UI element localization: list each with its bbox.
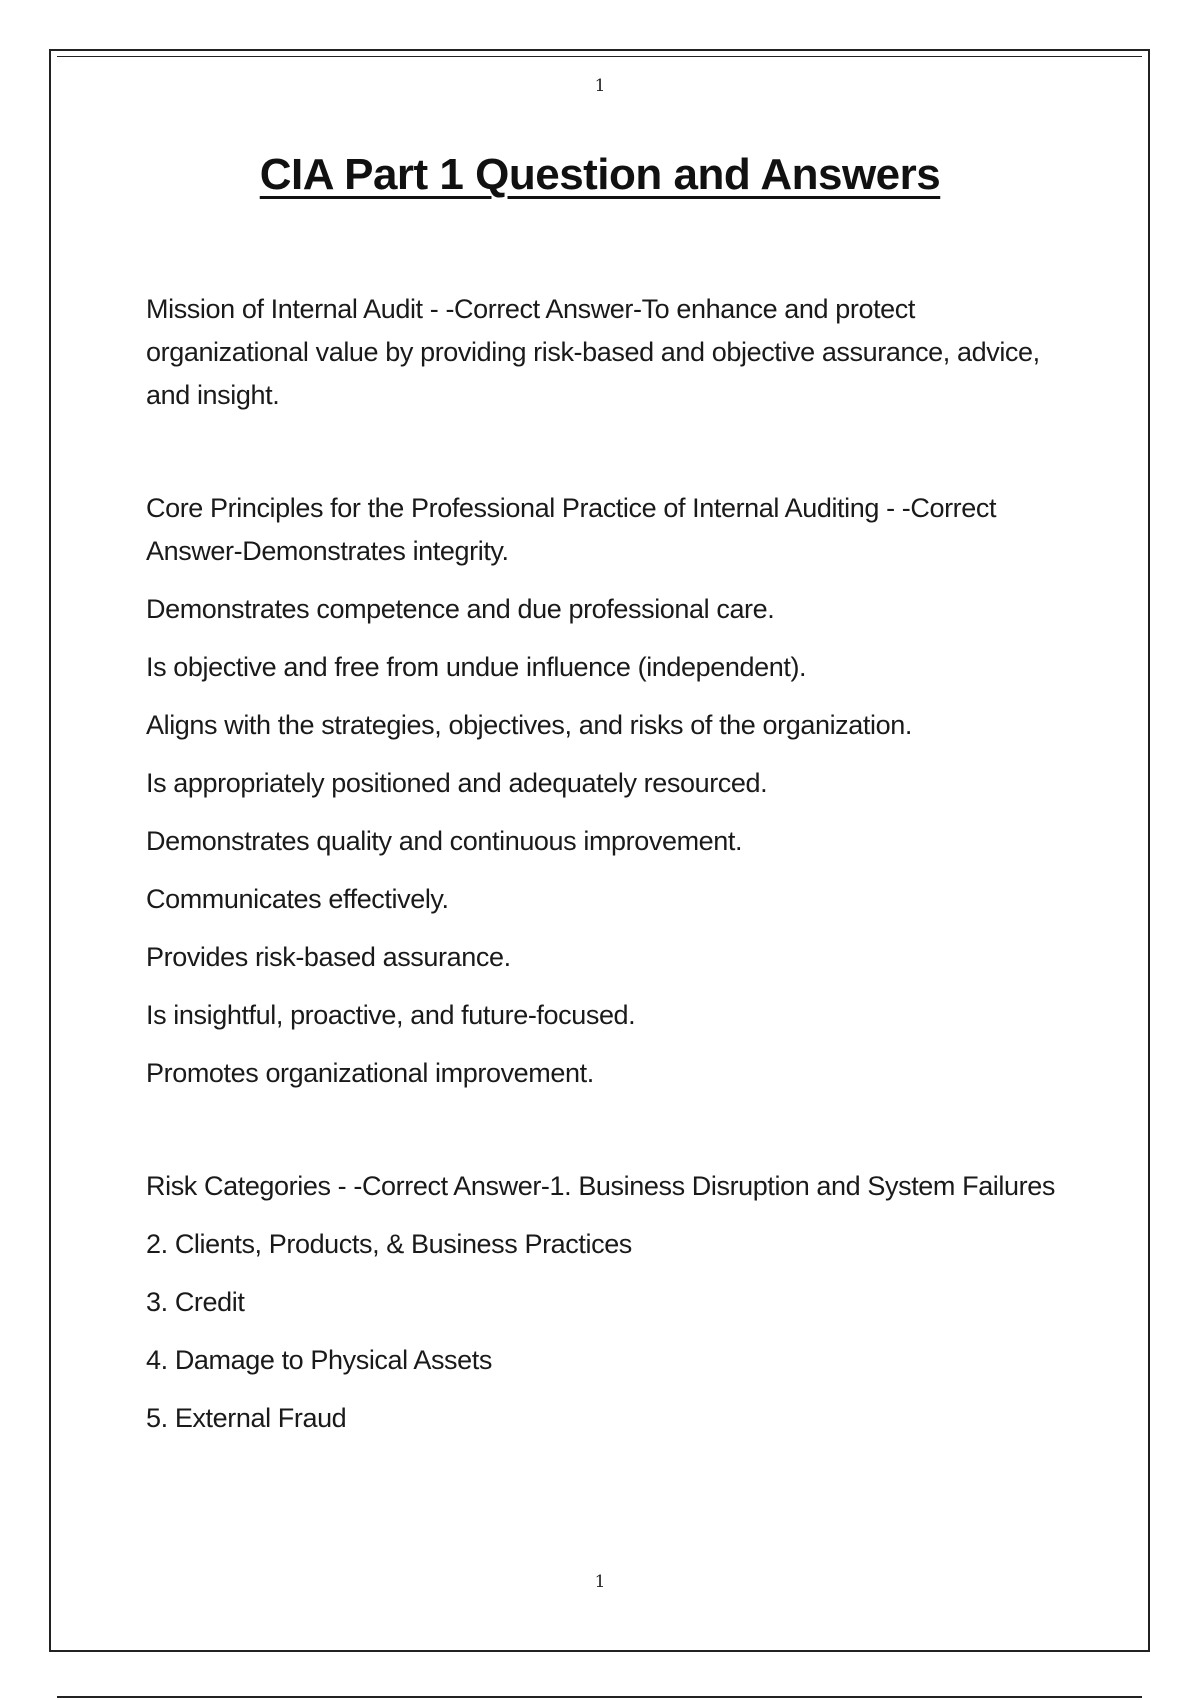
core-principle-line: Is objective and free from undue influence (independent). [146, 652, 807, 682]
document-body [146, 288, 1066, 1440]
risk-category-line: 4. Damage to Physical Assets [146, 1345, 492, 1375]
section-gap [146, 1095, 1066, 1165]
core-principle-line: Is insightful, proactive, and future-focused. [146, 1000, 636, 1030]
core-principle-line: Communicates effectively. [146, 884, 449, 914]
core-principle-line: Is appropriately positioned and adequately resourced. [146, 768, 768, 798]
core-principle-line: Provides risk-based assurance. [146, 942, 511, 972]
page-number-top: 1 [594, 76, 606, 96]
qa-risk-categories: Risk Categories - -Correct Answer-1. Business Disruption and System Failures [146, 1171, 1055, 1201]
core-principle-line: Demonstrates competence and due professional care. [146, 594, 775, 624]
page-border-inner-line [57, 56, 1142, 57]
next-page-border-line [57, 1696, 1142, 1698]
risk-category-line: 2. Clients, Products, & Business Practices [146, 1229, 632, 1259]
risk-category-line: 3. Credit [146, 1287, 245, 1317]
qa-core-principles: Core Principles for the Professional Practice of Internal Auditing - -Correct Answer-Demonstrates integrity. [146, 493, 997, 566]
page-number-bottom: 1 [594, 1572, 606, 1592]
qa-mission-of-internal-audit: Mission of Internal Audit - -Correct Answer-To enhance and protect organizational value by providing risk-based and objective assurance, advice, and insight. [146, 294, 1040, 410]
core-principle-line: Promotes organizational improvement. [146, 1058, 594, 1088]
core-principle-line: Aligns with the strategies, objectives, and risks of the organization. [146, 710, 912, 740]
section-gap [146, 417, 1066, 487]
risk-category-line: 5. External Fraud [146, 1403, 347, 1433]
document-title: CIA Part 1 Question and Answers [259, 150, 941, 199]
core-principle-line: Demonstrates quality and continuous improvement. [146, 826, 743, 856]
